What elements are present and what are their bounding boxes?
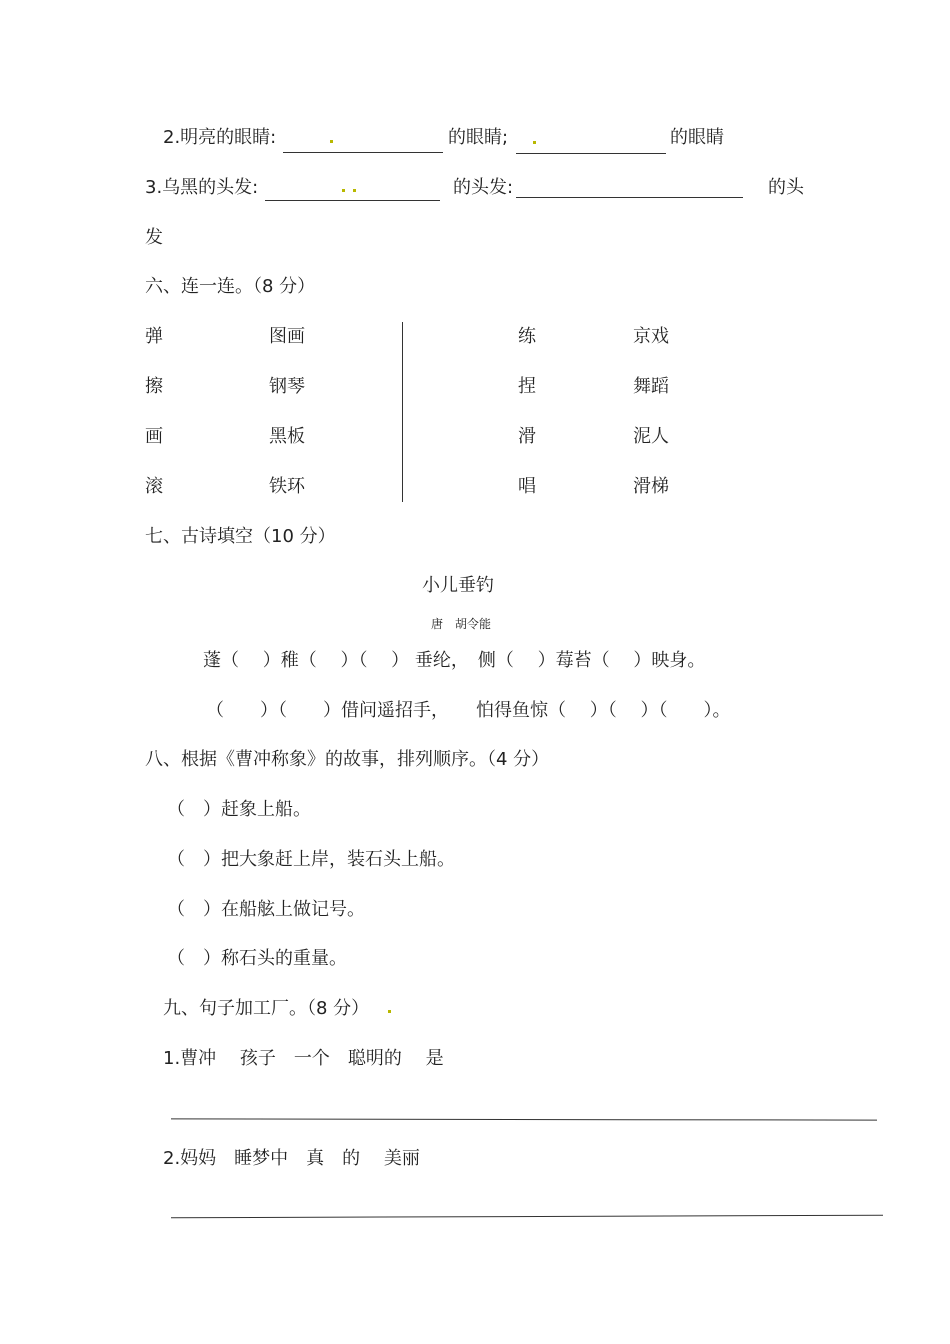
q9-answer-line-2[interactable] [171,1215,883,1218]
q8-item[interactable]: （ ）赶象上船。 [167,799,311,820]
q5-line2-end: 的眼睛 [670,127,724,148]
q8-item[interactable]: （ ）把大象赶上岸，装石头上船。 [167,849,455,870]
mark-dot [342,189,345,192]
q7-poem-author: 唐 胡令能 [431,617,492,631]
q6-right-phrase[interactable]: 舞蹈 [633,376,669,397]
q9-answer-line-1[interactable] [171,1118,877,1120]
q9-title: 九、句子加工厂。（8 分） [163,998,370,1019]
q6-left-phrase[interactable]: 钢琴 [269,376,305,397]
q6-title: 六、连一连。（8 分） [145,276,316,297]
q6-left-phrase[interactable]: 铁环 [269,476,305,497]
q6-left-word[interactable]: 擦 [145,376,163,397]
mark-dot [533,141,536,144]
q6-right-word[interactable]: 练 [518,326,536,347]
q6-right-word[interactable]: 滑 [518,426,536,447]
q7-poem-title: 小儿垂钓 [422,575,494,596]
q6-left-word[interactable]: 弹 [145,326,163,347]
q5-line2-blank-1[interactable] [283,152,443,153]
q5-line2-label: 2.明亮的眼睛: [163,127,277,148]
q5-line3-blank-2[interactable] [516,197,743,198]
q6-right-word[interactable]: 唱 [518,476,536,497]
mark-dot [388,1010,391,1013]
q6-left-phrase[interactable]: 图画 [269,326,305,347]
q9-sentence-1: 1.曹冲 孩子 一个 聪明的 是 [163,1048,444,1069]
q6-right-word[interactable]: 捏 [518,376,536,397]
q7-poem-line1[interactable]: 蓬（ ）稚（ ）（ ） 垂纶， 侧（ ）莓苔（ ）映身。 [203,650,706,671]
q6-left-word[interactable]: 滚 [145,476,163,497]
q6-right-phrase[interactable]: 泥人 [633,426,669,447]
q5-line3-mid: 的头发: [453,177,514,198]
q7-title: 七、古诗填空（10 分） [145,526,336,547]
q8-title: 八、根据《曹冲称象》的故事，排列顺序。（4 分） [145,749,550,770]
q7-poem-line2[interactable]: （ ）（ ）借问遥招手， 怕得鱼惊（ ）（ ）（ ）。 [206,700,731,721]
mark-dot [330,140,333,143]
q6-left-phrase[interactable]: 黑板 [269,426,305,447]
mark-dot [353,189,356,192]
q6-right-phrase[interactable]: 京戏 [633,326,669,347]
q5-line3-end: 的头 [768,177,804,198]
q8-item[interactable]: （ ）称石头的重量。 [167,948,347,969]
q5-line2-mid: 的眼睛; [448,127,509,148]
q5-line3-blank-1[interactable] [265,200,440,201]
q9-sentence-2: 2.妈妈 睡梦中 真 的 美丽 [163,1148,420,1169]
q8-item[interactable]: （ ）在船舷上做记号。 [167,899,365,920]
q6-left-word[interactable]: 画 [145,426,163,447]
q5-line3-wrap: 发 [145,227,163,248]
q6-right-phrase[interactable]: 滑梯 [633,476,669,497]
q5-line3-label: 3.乌黑的头发: [145,177,259,198]
q5-line2-blank-2[interactable] [516,153,666,154]
q6-divider [402,322,403,502]
